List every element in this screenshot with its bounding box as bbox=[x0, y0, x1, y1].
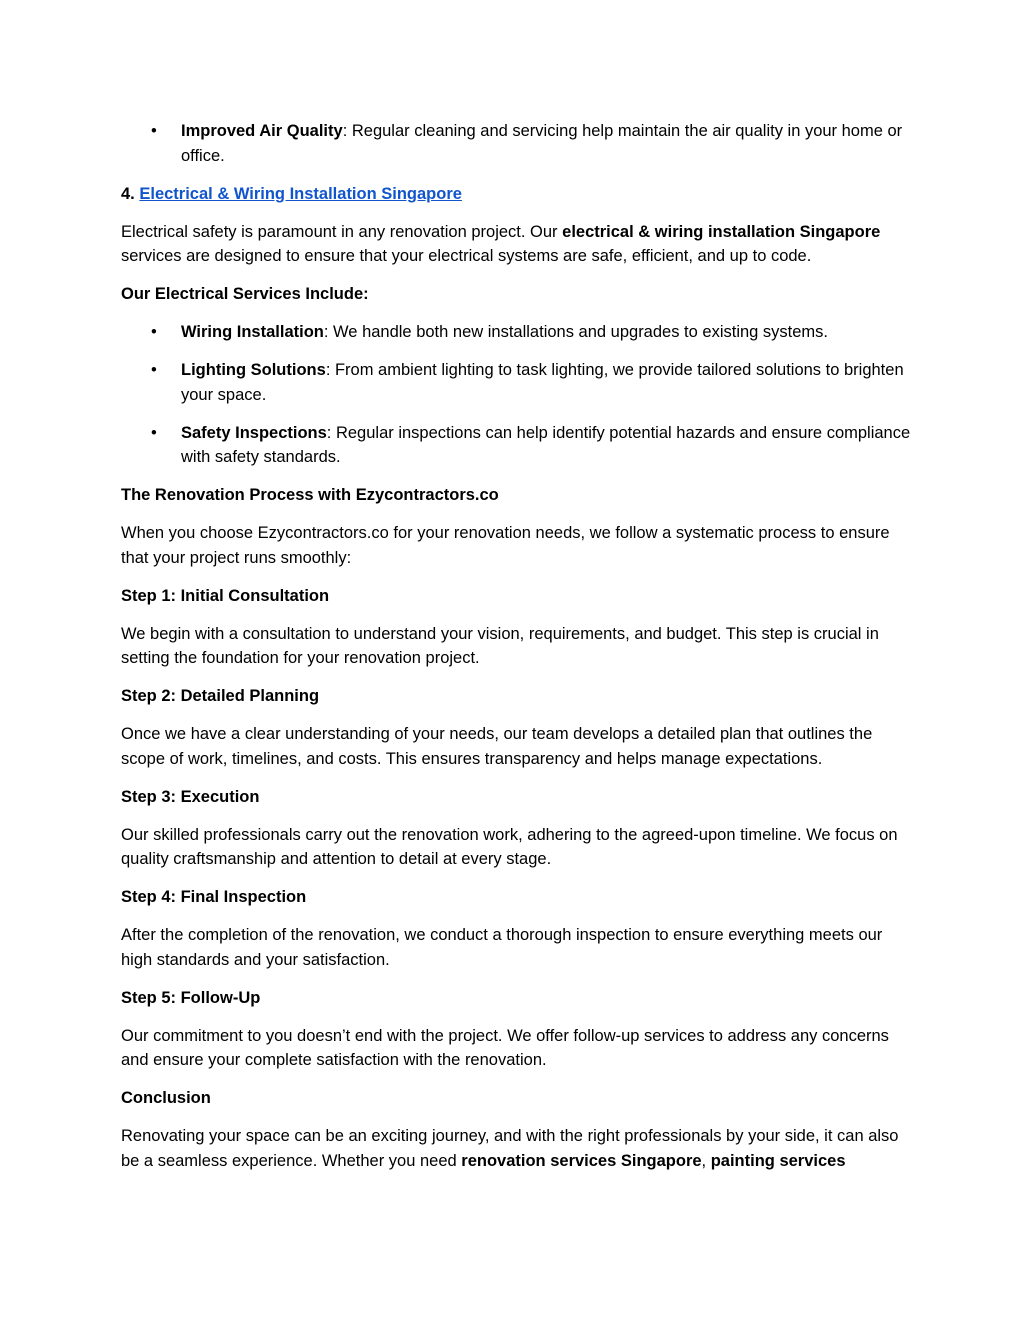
conclusion-bold-renovation: renovation services Singapore bbox=[461, 1151, 702, 1170]
services-heading: Our Electrical Services Include: bbox=[121, 285, 369, 303]
list-item-term: Wiring Installation bbox=[181, 323, 324, 341]
bullet-icon: • bbox=[151, 361, 157, 379]
list-item bbox=[121, 320, 911, 345]
conclusion-separator: , bbox=[701, 1151, 711, 1170]
conclusion-heading: Conclusion bbox=[121, 1089, 211, 1107]
step-text: Once we have a clear understanding of your needs, our team develops a detailed plan that outlines the scope of work, timelines, and costs. This ensures transparency and helps manage expectations. bbox=[121, 725, 873, 768]
step-title: Step 4: Final Inspection bbox=[121, 888, 307, 906]
intro-bold: electrical & wiring installation Singapore bbox=[562, 222, 881, 241]
list-item-term: Safety Inspections bbox=[181, 423, 327, 442]
conclusion-text bbox=[121, 1124, 911, 1173]
air-quality-list bbox=[121, 119, 911, 168]
section-number: 4. bbox=[121, 184, 140, 203]
list-item bbox=[121, 421, 911, 470]
list-item-term: Lighting Solutions bbox=[181, 361, 326, 379]
process-intro: When you choose Ezycontractors.co for your renovation needs, we follow a systematic process to ensure that your project runs smoothly: bbox=[121, 524, 890, 567]
electrical-intro bbox=[121, 220, 911, 269]
bullet-icon: • bbox=[151, 122, 157, 140]
list-item bbox=[121, 358, 911, 407]
bullet-icon: • bbox=[151, 423, 157, 442]
electrical-wiring-link[interactable]: Electrical & Wiring Installation Singapore bbox=[139, 184, 462, 203]
process-heading: The Renovation Process with Ezycontractors.co bbox=[121, 486, 499, 504]
list-item bbox=[121, 119, 911, 168]
services-list bbox=[121, 320, 911, 470]
list-item-term: Improved Air Quality bbox=[181, 122, 343, 140]
list-item-text: : From ambient lighting to task lighting, we provide tailored solutions to brighten your space. bbox=[181, 361, 904, 404]
intro-text-end: services are designed to ensure that your electrical systems are safe, efficient, and up to code. bbox=[121, 247, 812, 265]
list-item-text: : We handle both new installations and upgrades to existing systems. bbox=[323, 323, 829, 341]
step-title: Step 2: Detailed Planning bbox=[121, 687, 320, 705]
conclusion-text-start: Renovating your space can be an exciting journey, and with the right professionals by your side, it can also be a seamless experience. Whether you need bbox=[121, 1127, 899, 1170]
step-text: After the completion of the renovation, we conduct a thorough inspection to ensure everything meets our high standards and your satisfaction. bbox=[121, 926, 883, 969]
list-item-text: : Regular inspections can help identify potential hazards and ensure compliance with safety standards. bbox=[181, 423, 911, 466]
intro-text: Electrical safety is paramount in any renovation project. Our bbox=[121, 222, 563, 241]
step-title: Step 1: Initial Consultation bbox=[121, 586, 330, 605]
step-title: Step 3: Execution bbox=[121, 787, 260, 806]
list-item-text: : Regular cleaning and servicing help maintain the air quality in your home or office. bbox=[181, 122, 903, 165]
section-heading-electrical bbox=[121, 182, 911, 207]
bullet-icon: • bbox=[151, 323, 157, 341]
step-title: Step 5: Follow-Up bbox=[121, 988, 261, 1007]
step-text: We begin with a consultation to understand your vision, requirements, and budget. This step is crucial in setting the foundation for your renovation project. bbox=[121, 624, 879, 667]
step-text: Our skilled professionals carry out the renovation work, adhering to the agreed-upon timeline. We focus on quality craftsmanship and attention to detail at every stage. bbox=[121, 825, 898, 868]
step-text: Our commitment to you doesn’t end with the project. We offer follow-up services to address any concerns and ensure your complete satisfaction with the renovation. bbox=[121, 1026, 889, 1069]
document-body bbox=[121, 119, 911, 1187]
conclusion-bold-painting: painting services bbox=[710, 1151, 846, 1170]
